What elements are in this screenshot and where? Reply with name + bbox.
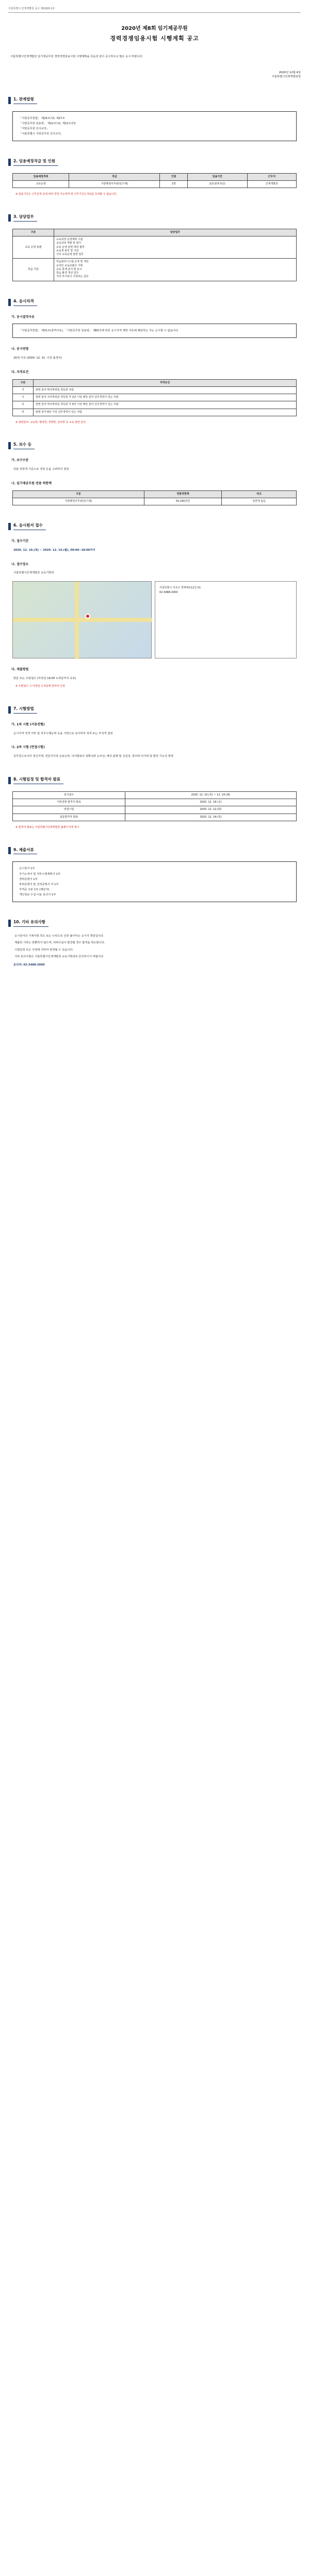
section-title: 담당업무 [19,214,34,219]
section-number: 10 [13,919,19,924]
section-heading: 5. 보수 등 [8,442,301,449]
location-block [12,581,297,658]
map-info [155,581,297,658]
table-header: 직급 [69,173,160,180]
table-cell: 50,295천원 [144,498,222,505]
title-line1: 2020년 제8회 임기제공무원 [121,26,188,32]
list-item: 학위증명서 및 성적증명서 각 1부 [19,883,59,886]
list-item: 「지방공무원법」 제25조의3, 제27조 [19,116,65,120]
duty-item: 학습 환경 개선 업무 [56,272,79,275]
map-address: 서울특별시 서초구 양재대로12길 51 [159,586,201,589]
section-number: 6 [13,523,17,528]
section-bar [8,214,11,222]
schedule-table [12,791,297,821]
table-cell: 인재개발원 [247,181,296,188]
subheading: 가. 응시결격사유 [11,315,35,319]
duty-item: 기타 교육운영 관련 업무 [56,253,84,257]
section-heading: 4. 응시자격 [8,299,301,306]
table-cell [54,259,297,281]
section-bar [8,299,11,306]
section-heading: 3. 담당업무 [8,214,301,222]
notice-item: 제출된 서류는 반환하지 않으며, 허위사실이 발견될 경우 합격을 취소합니다. [14,941,105,945]
list-item: 자기소개서 및 직무수행계획서 1부 [19,872,61,876]
table-cell [54,236,297,259]
section-number: 3 [13,214,17,219]
table-cell: 2020. 12. 24.(목) [125,814,297,821]
section-title: 임용예정직급 및 인원 [19,159,56,163]
table-header: 임용예정직위 [13,173,69,180]
table-cell: 2020. 12. 22.(화) [125,806,297,814]
table-cell: 최종합격자 발표 [13,814,125,821]
table-cell: 교육 운영 총괄 [13,236,54,259]
duty-item: 기타 부서장이 지정하는 업무 [56,275,89,279]
table-header-row [13,229,297,236]
table-cell: 관련 분야 학사학위를 취득한 후 4년 이상 해당 분야 실무경력이 있는 사람 [34,401,297,409]
period-text: 2020. 12. 10.(목) ~ 2020. 12. 14.(월), 09:00~18:00까지 [13,548,95,552]
table-row [13,806,297,814]
subheading: 나. 접수장소 [11,562,29,566]
section-heading: 8. 시험일정 및 합격자 발표 [8,777,301,784]
section-number: 2 [13,159,17,163]
subheading: 나. 2차 시험 (면접시험) [11,745,45,750]
section-number: 4 [13,298,17,303]
section-title: 관계법령 [19,96,34,101]
duty-item: 교육생 관리 및 지원 [56,249,79,252]
salary-text: 연봉 하한액 기준으로 경력 등을 고려하여 결정 [13,468,69,471]
section-number: 8 [13,777,17,782]
note-text: ※ 우편접수 시 마감일 도착분에 한하여 인정 [15,685,65,688]
section-bar [8,706,11,714]
duty-item: 교육과정 운영계획 수립 [56,238,83,242]
subheading: 가. 보수수준 [11,459,29,463]
table-row [13,409,297,416]
table-row [13,236,297,259]
table-header: 연봉하한액 [144,490,222,498]
table-cell: 상한액 없음 [222,498,297,505]
section-title: 기타 유의사항 [21,919,45,924]
duty-item: 학습관리시스템 운영 및 개선 [56,260,89,264]
table-row [13,799,297,806]
table-row [13,498,297,505]
table-cell: 원서접수 [13,791,125,799]
table-row [13,181,297,188]
table-cell: 2020. 12. 18.(금) [125,799,297,806]
law-list [12,111,297,141]
date-line1: 2020년 12월 4일 [279,71,301,74]
header-left: 서울특별시 인재개발원 공고 제2020-1호 [8,7,55,10]
section-number: 9 [13,847,17,852]
map-pin-icon [85,614,90,619]
section-title: 제출서류 [19,847,34,852]
table-cell: 2020. 12. 10.(목) ~ 12. 14.(월) [125,791,297,799]
table-header: 구분 [13,490,144,498]
table-row [13,814,297,821]
table-row [13,259,297,281]
table-header: 비고 [222,490,297,498]
subheading: 다. 자격요건 [11,370,29,374]
method-text: 방문 또는 우편접수 (마감일 18:00 도착분까지 유효) [13,676,76,680]
notice-item: 기타 문의사항은 서울특별시인재개발원 교육기획과로 문의하시기 바랍니다. [14,955,104,959]
section-bar [8,523,11,530]
section-heading: 2. 임용예정직급 및 인원 [8,159,301,166]
table-cell: 지방행정사무관(임기제) [13,498,144,505]
section-number: 5 [13,442,17,447]
contact-text: 문의처: 02-3488-2000 [13,963,45,967]
place-text: 서울특별시인재개발원 교육기획과 [13,571,54,575]
map-road [75,582,79,659]
section-bar [8,777,11,784]
section-heading: 10. 기타 유의사항 [8,920,301,927]
list-item: 「지방공무원 인사규칙」 [19,127,50,130]
table-cell: 면접시험 [13,806,125,814]
note-text: ※ 합격자 발표는 서울특별시인재개발원 홈페이지에 게시 [15,825,79,829]
section-bar [8,159,11,166]
exam-text: 응시자격 적격 여부 및 직무수행능력 등을 서면으로 심사하여 적격 또는 부적격 결정 [13,732,113,735]
intro-text: 서울특별시인재개발원 임기제공무원 경력경쟁임용시험 시행계획을 다음과 같이 공고하오니 많은 응시 바랍니다. [10,55,143,58]
subheading: 다. 제출방법 [11,668,29,671]
table-header: 구분 [13,379,34,386]
list-item: 「지방공무원 임용령」 제21조의2, 제21조의3 [19,122,76,125]
table-cell: 라 [13,409,34,416]
date-line2: 서울특별시인재개발원장 [271,75,301,79]
section-heading: 9. 제출서류 [8,847,301,854]
notice-item: 시험일정 등은 사정에 의하여 변경될 수 있습니다. [14,948,74,952]
duties-table [12,229,297,281]
table-header: 자격요건 [34,379,297,386]
section-title: 시험일정 및 합격자 발표 [19,777,60,782]
announcement-date [8,71,301,79]
subheading: 나. 임기제공무원 연봉 하한액 [11,481,52,485]
list-item: 자격증 사본 1부 (해당자) [19,888,50,891]
table-header: 임용기간 [188,173,248,180]
table-header: 인원 [160,173,188,180]
table-cell: 교육운영 [13,181,69,188]
documents-list [12,861,297,902]
section-title: 응시원서 접수 [19,523,43,528]
note-text: ※ 관련분야: 교육학, 행정학, 경영학, 심리학 등 교육 관련 분야 [15,420,86,424]
subheading: 나. 응시연령 [11,347,29,351]
map-road [13,618,152,622]
page-header [8,7,301,13]
table-header: 구분 [13,229,54,236]
salary-table [12,490,297,506]
duty-item: 교육 통계 분석 및 보고 [56,267,82,271]
section-heading: 6. 응시원서 접수 [8,523,301,530]
section-bar [8,847,11,854]
list-item: 응시원서 1부 [19,867,35,871]
table-header: 담당업무 [54,229,297,236]
table-header: 근무지 [247,173,296,180]
duty-item: 교육 운영 관련 대외 협력 [56,245,85,249]
table-row [13,401,297,409]
table-cell: 관련 분야 8년 이상 실무경력이 있는 사람 [34,409,297,416]
table-row [13,791,297,799]
section-bar [8,920,11,927]
document-title [8,25,301,42]
qualification-table [12,379,297,416]
table-cell: 지방행정사무관(임기제) [69,181,160,188]
list-item: 「서울특별시 지방공무원 인사규칙」 [19,132,63,135]
title-line2: 경력경쟁임용시험 시행계획 공고 [110,35,199,42]
position-table [12,173,297,189]
age-text: 20세 이상 (2000. 12. 31. 이전 출생자) [13,357,62,360]
table-cell: 학습 지원 [13,259,54,281]
location-map [12,581,152,658]
table-header-row [13,490,297,498]
duty-item: 교육과정 개발 및 평가 [56,242,82,245]
notice-item: 응시원서의 기재사항 착오 또는 누락으로 인한 불이익은 응시자 책임입니다. [14,934,104,938]
section-number: 1 [13,96,17,101]
table-cell: 관련 분야 석사학위를 취득한 후 2년 이상 해당 분야 실무경력이 있는 사람 [34,394,297,401]
note-text: ※ 임용기간은 근무실적 등에 따라 연장 가능하며 총 근무기간은 5년을 초과할 수 없습니다. [15,193,118,196]
table-header-row [13,379,297,386]
table-header-row [13,173,297,180]
section-title: 응시자격 [19,298,34,303]
table-cell: 1명 [160,181,188,188]
duty-item: 온라인 교육콘텐츠 기획 [56,264,83,267]
exam-text: 공무원으로서의 정신자세, 전문지식과 응용능력, 의사발표의 정확성과 논리성, 예의·품행 및 성실성, 창의력·의지력 및 발전 가능성 평정 [13,755,173,758]
section-bar [8,442,11,449]
section-number: 7 [13,706,17,711]
table-row [13,386,297,394]
table-cell: 관련 분야 박사학위를 취득한 사람 [34,386,297,394]
table-cell: 나 [13,394,34,401]
table-cell: 2년(최대 5년) [188,181,248,188]
table-cell: 다 [13,401,34,409]
section-bar [8,97,11,104]
table-row [13,394,297,401]
section-heading: 1. 관계법령 [8,97,301,104]
section-heading: 7. 시험방법 [8,706,301,714]
subheading: 가. 접수기간 [11,539,29,544]
table-cell: 가 [13,386,34,394]
table-cell: 서류전형 합격자 발표 [13,799,125,806]
list-item: 개인정보 수집·이용 동의서 1부 [19,893,56,896]
section-title: 보수 등 [19,442,32,447]
section-title: 시험방법 [19,706,34,711]
map-phone: 02-3488-2000 [159,591,178,594]
list-item: 경력증명서 1부 [19,877,38,881]
subheading: 가. 1차 시험 (서류전형) [11,722,45,726]
disqualification-box: 「지방공무원법」 제31조(결격사유), 「지방공무원 임용령」 제65조에 따른 응시자격 제한 사유에 해당하는 자는 응시할 수 없습니다. [12,324,297,338]
